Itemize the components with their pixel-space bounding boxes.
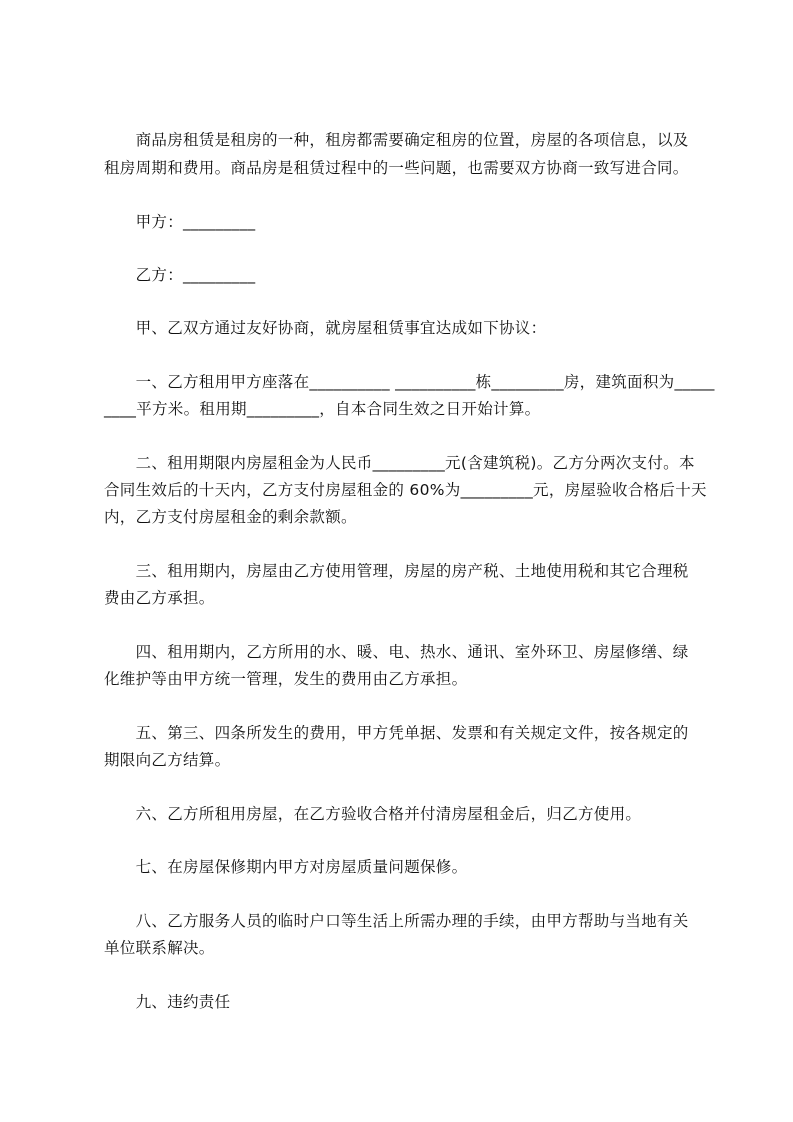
clause-4-line-1: 四、租用期内，乙方所用的水、暖、电、热水、通讯、室外环卫、房屋修缮、绿: [104, 643, 689, 661]
intro-line-1: 商品房租赁是租房的一种，租房都需要确定租房的位置，房屋的各项信息，以及: [104, 131, 689, 149]
clause-7-line: 七、在房屋保修期内甲方对房屋质量问题保修。: [104, 858, 468, 876]
clause-2-line-2: 合同生效后的十天内，乙方支付房屋租金的 60%为_________元，房屋验收合格后十天: [104, 481, 707, 499]
clause-3-line-2: 费由乙方承担。: [104, 589, 215, 607]
party-a-line: 甲方：_________: [104, 213, 256, 231]
clause-9-heading: 九、违约责任: [104, 993, 231, 1011]
intro-line-2: 租房周期和费用。商品房是租赁过程中的一些问题，也需要双方协商一致写进合同。: [104, 159, 689, 177]
clause-2-line-1: 二、租用期限内房屋租金为人民币_________元(含建筑税)。乙方分两次支付。本: [104, 454, 695, 472]
clause-6-line: 六、乙方所租用房屋，在乙方验收合格并付清房屋租金后，归乙方使用。: [104, 805, 642, 823]
clause-5-line-2: 期限向乙方结算。: [104, 751, 231, 769]
clause-1-line-1: 一、乙方租用甲方座落在__________ __________栋_________房，建筑面积为_____: [104, 373, 715, 391]
clause-5-line-1: 五、第三、四条所发生的费用，甲方凭单据、发票和有关规定文件，按各规定的: [104, 724, 689, 742]
party-b-line: 乙方：_________: [104, 266, 256, 284]
clause-8-line-1: 八、乙方服务人员的临时户口等生活上所需办理的手续，由甲方帮助与当地有关: [104, 912, 689, 930]
clause-2-line-3: 内，乙方支付房屋租金的剩余款额。: [104, 508, 357, 526]
clause-3-line-1: 三、租用期内，房屋由乙方使用管理，房屋的房产税、土地使用税和其它合理税: [104, 562, 689, 580]
clause-1-line-2: ____平方米。租用期_________，自本合同生效之日开始计算。: [104, 400, 541, 418]
agreement-preamble: 甲、乙双方通过友好协商，就房屋租赁事宜达成如下协议：: [104, 319, 547, 337]
clause-4-line-2: 化维护等由甲方统一管理，发生的费用由乙方承担。: [104, 670, 468, 688]
clause-8-line-2: 单位联系解决。: [104, 939, 215, 957]
